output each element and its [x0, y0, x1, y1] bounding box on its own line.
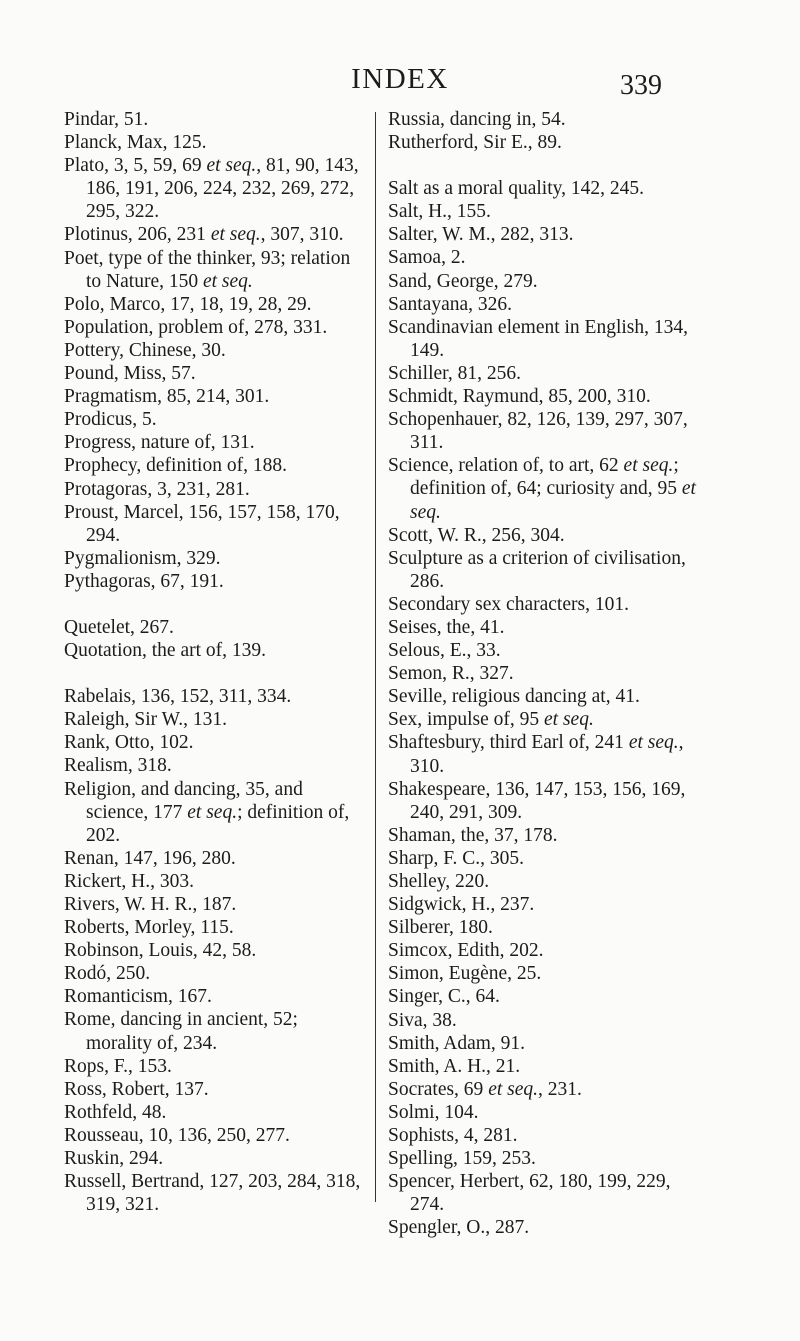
- index-entry: Roberts, Morley, 115.: [64, 917, 234, 939]
- index-entry: Quetelet, 267.: [64, 616, 174, 638]
- index-entry: Rickert, H., 303.: [64, 870, 194, 892]
- index-entry: Sophists, 4, 281.: [388, 1125, 518, 1147]
- index-entry: Pottery, Chinese, 30.: [64, 339, 226, 361]
- index-entry: Rome, dancing in ancient, 52; morality of, 234.: [64, 1009, 298, 1054]
- index-entry: Spengler, O., 287.: [388, 1217, 530, 1239]
- index-entry: Simon, Eugène, 25.: [388, 963, 542, 985]
- index-entry: Shelley, 220.: [388, 871, 490, 892]
- index-entry: Sculpture as a criterion of civilisation, 286.: [388, 547, 686, 592]
- index-entry: Poet, type of the thinker, 93; relation to Nature, 150 et seq.: [64, 247, 351, 292]
- index-entry: Sex, impulse of, 95 et seq.: [388, 709, 594, 731]
- index-entry: Schiller, 81, 256.: [388, 362, 521, 384]
- index-entry: Rivers, W. H. R., 187.: [64, 894, 237, 915]
- index-entry: Semon, R., 327.: [388, 663, 514, 685]
- index-entry: Simcox, Edith, 202.: [388, 940, 544, 962]
- index-entry: Selous, E., 33.: [388, 640, 501, 662]
- index-entry: Socrates, 69 et seq., 231.: [388, 1078, 582, 1100]
- index-entry: Siva, 38.: [388, 1009, 457, 1031]
- index-entry: Seises, the, 41.: [388, 616, 505, 638]
- index-entry: Spencer, Herbert, 62, 180, 199, 229, 274.: [388, 1171, 671, 1216]
- index-entry: Rops, F., 153.: [64, 1055, 172, 1077]
- section-gap: [64, 662, 364, 685]
- index-entry: Ross, Robert, 137.: [64, 1078, 209, 1100]
- index-entry: Salt as a moral quality, 142, 245.: [388, 178, 644, 200]
- index-entry: Solmi, 104.: [388, 1101, 479, 1123]
- index-entry: Rodó, 250.: [64, 963, 151, 985]
- index-entry: Pygmalionism, 329.: [64, 547, 221, 569]
- index-entry: Science, relation of, to art, 62 et seq.; definition of, 64; curiosity and, 95 et seq.: [388, 455, 696, 523]
- column-divider: [375, 112, 376, 1202]
- index-entry: Smith, A. H., 21.: [388, 1055, 521, 1077]
- page-title: INDEX: [351, 63, 449, 95]
- index-entry: Sidgwick, H., 237.: [388, 894, 535, 916]
- index-entry: Protagoras, 3, 231, 281.: [64, 478, 250, 500]
- index-entry: Shakespeare, 136, 147, 153, 156, 169, 240, 291, 309.: [388, 778, 686, 823]
- index-entry: Rothfeld, 48.: [64, 1101, 167, 1123]
- index-entry: Schmidt, Raymund, 85, 200, 310.: [388, 386, 651, 408]
- index-entry: Samoa, 2.: [388, 247, 466, 269]
- index-entry: Pound, Miss, 57.: [64, 363, 196, 385]
- index-entry: Polo, Marco, 17, 18, 19, 28, 29.: [64, 293, 312, 315]
- index-entry: Prophecy, definition of, 188.: [64, 455, 287, 477]
- section-gap: [388, 154, 700, 177]
- index-entry: Rabelais, 136, 152, 311, 334.: [64, 686, 292, 708]
- index-entry: Rank, Otto, 102.: [64, 732, 194, 754]
- index-entry: Progress, nature of, 131.: [64, 432, 255, 454]
- index-entry: Pythagoras, 67, 191.: [64, 570, 224, 592]
- index-entry: Scott, W. R., 256, 304.: [388, 524, 565, 546]
- index-entry: Ruskin, 294.: [64, 1148, 164, 1170]
- index-entry: Robinson, Louis, 42, 58.: [64, 940, 257, 962]
- index-entry: Schopenhauer, 82, 126, 139, 297, 307, 311.: [388, 409, 688, 454]
- index-entry: Quotation, the art of, 139.: [64, 640, 266, 662]
- index-entry: Rousseau, 10, 136, 250, 277.: [64, 1124, 290, 1146]
- index-entry: Singer, C., 64.: [388, 986, 500, 1008]
- index-entry: Sand, George, 279.: [388, 270, 538, 292]
- index-entry: Russia, dancing in, 54.: [388, 109, 566, 130]
- index-entry: Seville, religious dancing at, 41.: [388, 686, 640, 708]
- index-entry: Salter, W. M., 282, 313.: [388, 224, 574, 246]
- index-entry: Prodicus, 5.: [64, 409, 157, 431]
- index-entry: Population, problem of, 278, 331.: [64, 316, 328, 338]
- index-entry: Santayana, 326.: [388, 293, 513, 315]
- index-entry: Shaman, the, 37, 178.: [388, 824, 558, 846]
- index-entry: Spelling, 159, 253.: [388, 1148, 536, 1170]
- section-gap: [64, 593, 364, 616]
- index-column-left: [64, 108, 364, 1216]
- index-entry: Scandinavian element in English, 134, 149.: [388, 316, 689, 361]
- index-entry: Plato, 3, 5, 59, 69 et seq., 81, 90, 143, 186, 191, 206, 224, 232, 269, 272, 295, 322.: [64, 155, 359, 223]
- index-entry: Salt, H., 155.: [388, 201, 491, 223]
- index-entry: Pindar, 51.: [64, 109, 149, 130]
- index-entry: Romanticism, 167.: [64, 986, 212, 1008]
- index-entry: Sharp, F. C., 305.: [388, 847, 525, 869]
- index-entry: Proust, Marcel, 156, 157, 158, 170, 294.: [64, 501, 340, 546]
- index-entry: Smith, Adam, 91.: [388, 1032, 526, 1054]
- index-entry: Rutherford, Sir E., 89.: [388, 132, 562, 154]
- index-entry: Pragmatism, 85, 214, 301.: [64, 386, 270, 408]
- index-entry: Renan, 147, 196, 280.: [64, 847, 236, 869]
- index-entry: Raleigh, Sir W., 131.: [64, 709, 228, 731]
- index-column-right: [388, 108, 700, 1240]
- index-entry: Shaftesbury, third Earl of, 241 et seq., 310.: [388, 732, 684, 777]
- index-entry: Russell, Bertrand, 127, 203, 284, 318, 319, 321.: [64, 1171, 361, 1216]
- index-entry: Realism, 318.: [64, 755, 172, 777]
- index-entry: Religion, and dancing, 35, and science, 177 et seq.; definition of, 202.: [64, 778, 350, 846]
- index-entry: Plotinus, 206, 231 et seq., 307, 310.: [64, 224, 344, 246]
- index-entry: Secondary sex characters, 101.: [388, 593, 629, 615]
- index-entry: Silberer, 180.: [388, 917, 493, 939]
- page-number: 339: [620, 70, 662, 101]
- index-entry: Planck, Max, 125.: [64, 132, 207, 154]
